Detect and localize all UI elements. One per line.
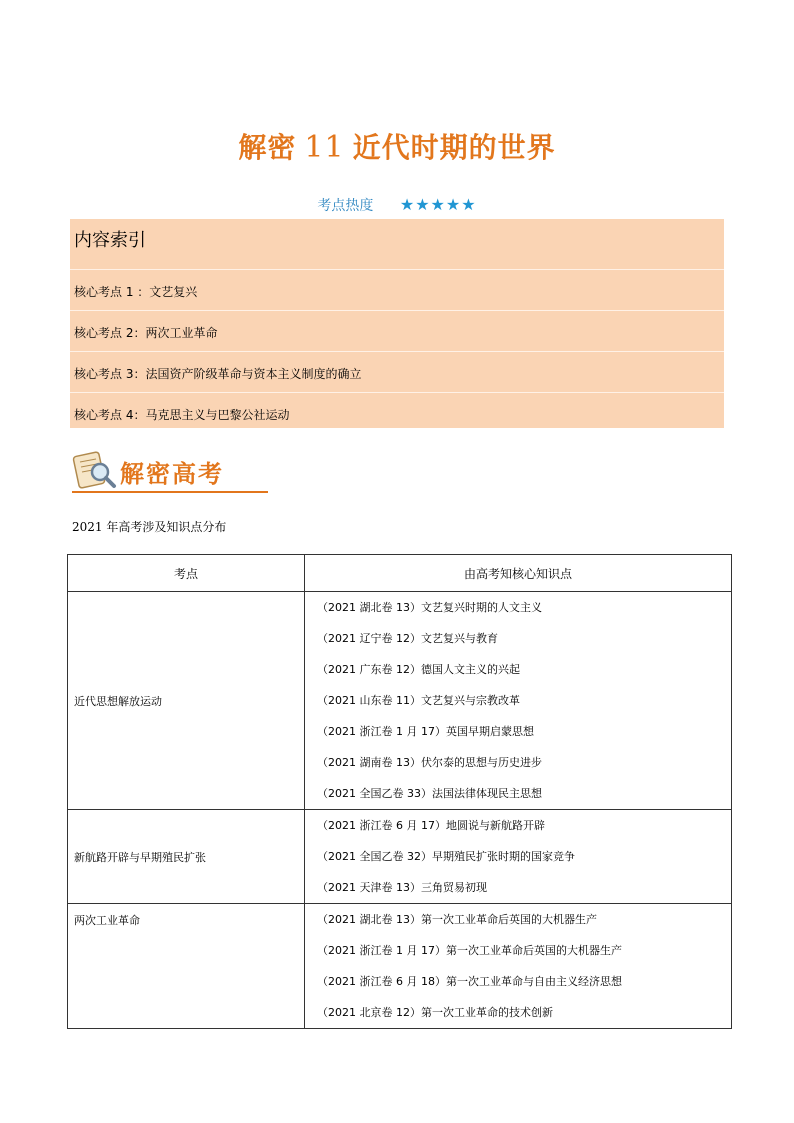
title-suffix: 近代时期的世界	[352, 131, 556, 164]
index-item: 核心考点 1 ：文艺复兴	[70, 270, 724, 311]
magnifier-notepad-icon	[70, 448, 118, 492]
section-banner-label: 解密高考	[120, 459, 224, 488]
heat-stars: ★★★★★	[399, 195, 477, 214]
items-cell	[305, 810, 732, 904]
knowledge-table	[67, 554, 732, 1029]
list-item: （2021 湖北卷 13）文艺复兴时期的人文主义	[317, 601, 542, 614]
table-row	[68, 592, 732, 810]
content-index	[70, 219, 724, 428]
list-item: （2021 浙江卷 1 月 17）第一次工业革命后英国的大机器生产	[317, 944, 622, 957]
heat-rating	[0, 195, 794, 215]
index-item: 核心考点 4：马克思主义与巴黎公社运动	[74, 408, 290, 422]
table-header-row	[68, 555, 732, 592]
list-item: （2021 浙江卷 1 月 17）英国早期启蒙思想	[317, 725, 534, 738]
list-item: （2021 湖南卷 13）伏尔泰的思想与历史进步	[317, 756, 542, 769]
list-item: （2021 全国乙卷 32）早期殖民扩张时期的国家竞争	[317, 850, 575, 863]
list-item: （2021 天津卷 13）三角贸易初现	[317, 881, 487, 894]
items-cell	[305, 904, 732, 1029]
title-number: 11	[304, 130, 345, 165]
list-item: （2021 辽宁卷 12）文艺复兴与教育	[317, 632, 498, 645]
page-title	[0, 126, 794, 166]
list-item: （2021 浙江卷 6 月 18）第一次工业革命与自由主义经济思想	[317, 975, 622, 988]
table-caption: 2021 年高考涉及知识点分布	[72, 520, 227, 534]
index-item: 核心考点 2：两次工业革命	[70, 311, 724, 352]
items-cell	[305, 592, 732, 810]
column-header: 由高考知核心知识点	[305, 555, 732, 592]
category-cell: 两次工业革命	[68, 904, 305, 1029]
heat-label: 考点热度	[317, 198, 374, 214]
title-prefix: 解密	[238, 131, 297, 164]
list-item: （2021 全国乙卷 33）法国法律体现民主思想	[317, 787, 542, 800]
index-item: 核心考点 3：法国资产阶级革命与资本主义制度的确立	[70, 352, 724, 393]
category-cell: 近代思想解放运动	[68, 592, 305, 810]
column-header: 考点	[68, 555, 305, 592]
content-index-heading: 内容索引	[70, 219, 724, 270]
section-banner	[70, 448, 270, 496]
table-row	[68, 810, 732, 904]
banner-underline	[72, 491, 268, 493]
list-item: （2021 浙江卷 6 月 17）地圆说与新航路开辟	[317, 819, 545, 832]
category-cell: 新航路开辟与早期殖民扩张	[68, 810, 305, 904]
list-item: （2021 北京卷 12）第一次工业革命的技术创新	[317, 1006, 553, 1019]
list-item: （2021 广东卷 12）德国人文主义的兴起	[317, 663, 520, 676]
table-row	[68, 904, 732, 1029]
list-item: （2021 湖北卷 13）第一次工业革命后英国的大机器生产	[317, 913, 597, 926]
list-item: （2021 山东卷 11）文艺复兴与宗教改革	[317, 694, 520, 707]
